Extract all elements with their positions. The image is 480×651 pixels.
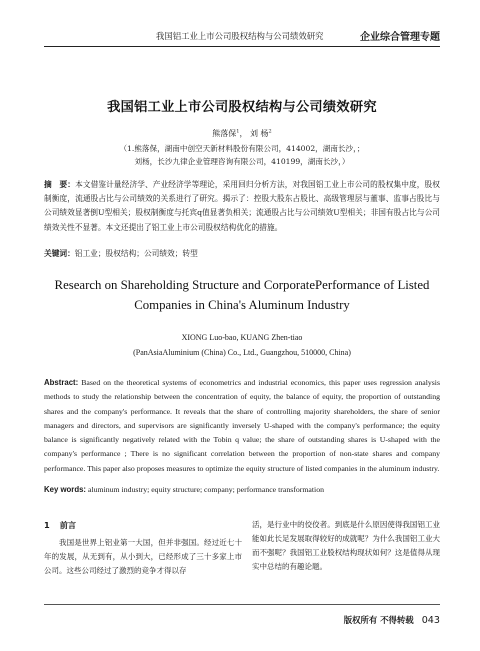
author-name: 熊落保 [212,129,237,138]
english-affiliation: (PanAsiaAluminium (China) Co., Ltd., Guangzhou, 510000, China) [133,348,351,357]
affiliation-line: （1.熊落保，湖南中创空天新材料股份有限公司，414002，湖南长沙，； [119,144,365,153]
running-title: 我国铝工业上市公司股权结构与公司绩效研究 [156,31,324,41]
body-paragraph: 活，是行业中的佼佼者。到底是什么原因使得我国铝工业能如此长足发展取得较好的成就呢？为什么我国铝工业大而不强呢？我国铝工业股权结构现状如何？这是值得从现实中总结的有趣论题。 [252,520,440,571]
page-footer [344,614,440,626]
keywords-text: aluminum industry; equity structure; company; performance transformation [87,485,324,494]
section-number: 1 [44,520,50,530]
english-authors: XIONG Luo-bao, KUANG Zhen-tiao [181,333,303,342]
abstract-label: 摘 要： [44,180,76,189]
english-title-line: Companies in China's Aluminum Industry [134,298,350,312]
authors-line [44,128,440,139]
section-label: 企业综合管理专题 [360,32,440,43]
body-paragraph: 我国是世界上铝业第一大国，但并非强国。经过近七十年的发展，从无到有，从小到大，已经形成了三十多家上市公司。这些公司经过了激烈的竞争才得以存 [44,538,242,575]
footer-divider [44,604,440,605]
chinese-keywords [44,248,440,259]
author-separator: ， [239,129,248,138]
abstract-text: 本文借鉴计量经济学、产业经济学等理论，采用回归分析方法，对我国铝工业上市公司的股权集中度，股权制衡度，流通股占比与公司绩效的关系进行了研究。揭示了：控股大股东占股比、高级管理层与董事、监事占股比与公司绩效显著倒U型相关；股权制衡度与托宾q值显著负相关；流通股占比与公司绩效U型相关；非国有股占比与公司绩效关性不显著。本文还提出了铝工业上市公司股权结构优化的措施。 [44,180,440,232]
keywords-label: 关键词： [44,249,75,258]
abstract-label: Abstract: [44,378,79,387]
affiliations [44,142,440,168]
affiliation-line: 刘杨，长沙九律企业管理咨询有限公司，410199，湖南长沙，） [134,157,350,166]
english-abstract [44,376,440,476]
section-title: 前言 [59,520,77,530]
abstract-text: Based on the theoretical systems of econometrics and industrial economics, this paper uses regression analysis methods to study the relationship between the concentration of equity, the balance of equity, the proportion of outstanding shares and the company's performance. It reveals that the share of controlling majority shareholders, the share of senior managers and directors, and supervisors are significantly inversely U-shaped with the company's performance; the equity balance is significantly negatively related with the Tobin q value; the share of outstanding shares is U-shaped with the company's performance ; There is no significant correlation between the proportion of non-state shares and company performance. This paper also proposes measures to optimize the equity structure of listed companies in the aluminum industry. [44,378,441,473]
english-title [44,275,440,315]
chinese-abstract [44,178,440,235]
body-column-left [44,518,242,578]
english-keywords [44,485,440,494]
author-superscript: 1 [236,128,240,135]
keywords-text: 铝工业；股权结构；公司绩效；转型 [74,249,198,258]
section-heading [44,518,242,532]
article-title: 我国铝工业上市公司股权结构与公司绩效研究 [107,100,377,115]
page-number: 043 [421,615,440,626]
author-name: 刘 杨 [250,129,269,138]
page-header [44,26,440,47]
english-title-line: Research on Shareholding Structure and CorporatePerformance of Listed [54,278,430,292]
copyright-notice: 版权所有 不得转载 [343,615,414,625]
keywords-label: Key words: [44,485,87,494]
author-superscript: 2 [268,128,272,135]
body-column-right [252,518,440,574]
